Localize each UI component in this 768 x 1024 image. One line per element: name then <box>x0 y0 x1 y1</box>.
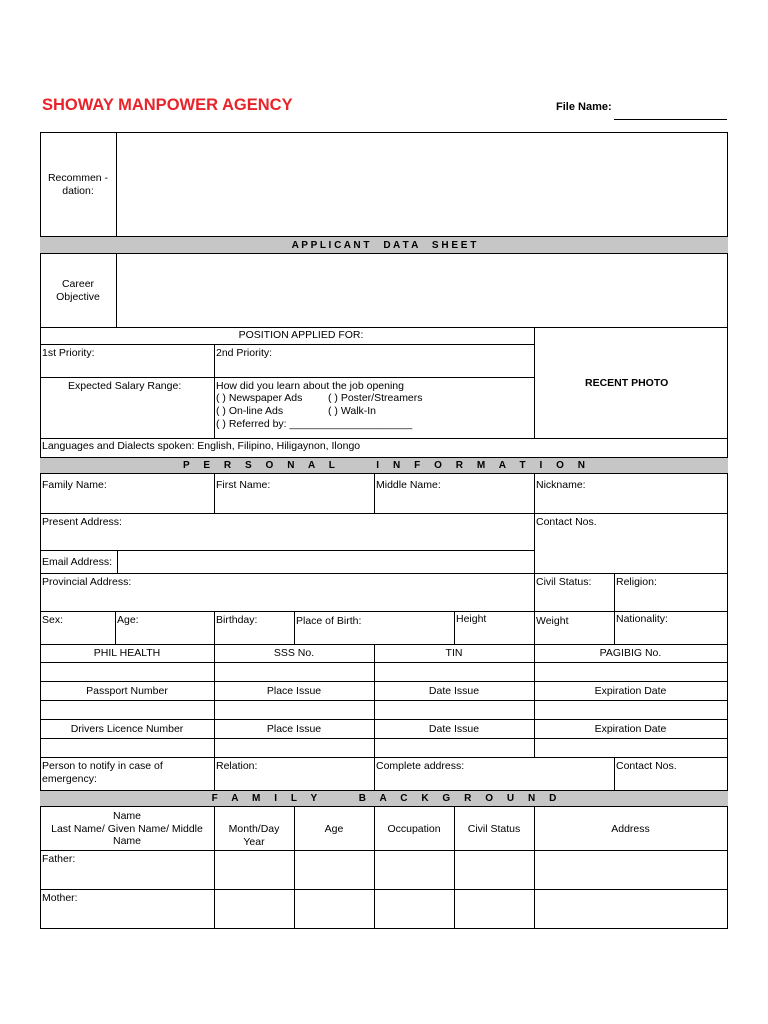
occupation-column-header: Occupation <box>387 823 441 835</box>
provincial-address-label: Provincial Address: <box>42 576 132 588</box>
age-column-header: Age <box>324 823 344 835</box>
nationality-label: Nationality: <box>616 613 668 625</box>
emergency-contact-label: Person to notify in case of emergency: <box>42 760 163 785</box>
second-priority-label: 2nd Priority: <box>216 347 273 359</box>
weight-label: Weight <box>536 615 569 627</box>
phil-health-label: PHIL HEALTH <box>93 647 161 659</box>
career-objective-field[interactable] <box>117 255 727 327</box>
civil-status-label: Civil Status: <box>536 576 592 588</box>
recommendation-label: Recommen - dation: <box>47 172 109 197</box>
sex-label: Sex: <box>42 614 64 626</box>
birthdate-column-header: Month/Day Year <box>228 823 280 848</box>
present-address-label: Present Address: <box>42 516 122 528</box>
contact-nos-label: Contact Nos. <box>536 516 597 528</box>
passport-date-issue-label: Date Issue <box>428 685 480 697</box>
file-name-field[interactable] <box>614 119 727 120</box>
place-of-birth-label: Place of Birth: <box>296 615 362 627</box>
agency-name: SHOWAY MANPOWER AGENCY <box>42 96 293 114</box>
expected-salary-label: Expected Salary Range: <box>68 380 182 392</box>
age-label: Age: <box>117 614 139 626</box>
passport-number-label: Passport Number <box>86 685 168 697</box>
relation-label: Relation: <box>216 760 258 772</box>
height-label: Height <box>456 613 487 625</box>
walk-in-option[interactable]: ( ) Walk-In <box>328 405 377 417</box>
recent-photo-label: RECENT PHOTO <box>585 377 669 389</box>
position-applied-title: POSITION APPLIED FOR: <box>238 329 364 341</box>
religion-label: Religion: <box>616 576 657 588</box>
licence-date-issue-label: Date Issue <box>428 723 480 735</box>
birthday-label: Birthday: <box>216 614 258 626</box>
recommendation-field[interactable] <box>117 133 727 236</box>
how-learned-label: How did you learn about the job opening <box>216 380 404 392</box>
family-name-column-header: Name Last Name/ Given Name/ Middle Name <box>51 810 203 847</box>
licence-expiration-label: Expiration Date <box>594 723 667 735</box>
family-background-header: F A M I L Y B A C K G R O U N D <box>40 790 728 807</box>
passport-expiration-label: Expiration Date <box>594 685 667 697</box>
first-name-label: First Name: <box>216 479 271 491</box>
family-name-label: Family Name: <box>42 479 107 491</box>
personal-information-header: P E R S O N A L I N F O R M A T I O N <box>40 457 728 474</box>
drivers-licence-label: Drivers Licence Number <box>70 723 184 735</box>
tin-label: TIN <box>445 647 463 659</box>
referred-by-option[interactable]: ( ) Referred by: _____________________ <box>216 418 413 430</box>
middle-name-label: Middle Name: <box>376 479 441 491</box>
newspaper-ads-option[interactable]: ( ) Newspaper Ads <box>216 392 303 404</box>
online-ads-option[interactable]: ( ) On-line Ads <box>216 405 284 417</box>
poster-streamers-option[interactable]: ( ) Poster/Streamers <box>328 392 423 404</box>
languages-label: Languages and Dialects spoken: English, Filipino, Hiligaynon, Ilongo <box>42 440 361 452</box>
career-objective-label: Career Objective <box>56 278 100 303</box>
file-name-label: File Name: <box>556 101 612 113</box>
first-priority-label: 1st Priority: <box>42 347 95 359</box>
address-column-header: Address <box>611 823 650 835</box>
emergency-contact-nos-label: Contact Nos. <box>616 760 677 772</box>
applicant-data-sheet-header: A P P L I C A N T D A T A S H E E T <box>40 236 728 254</box>
civil-status-column-header: Civil Status <box>467 823 521 835</box>
sss-label: SSS No. <box>273 647 315 659</box>
passport-place-issue-label: Place Issue <box>266 685 322 697</box>
father-label: Father: <box>42 853 76 865</box>
form-bottom-border <box>40 928 728 929</box>
mother-label: Mother: <box>42 892 78 904</box>
pagibig-label: PAGIBIG No. <box>599 647 662 659</box>
email-address-field[interactable] <box>118 551 533 573</box>
email-address-label: Email Address: <box>42 556 113 568</box>
complete-address-label: Complete address: <box>376 760 465 772</box>
licence-place-issue-label: Place Issue <box>266 723 322 735</box>
nickname-label: Nickname: <box>536 479 586 491</box>
